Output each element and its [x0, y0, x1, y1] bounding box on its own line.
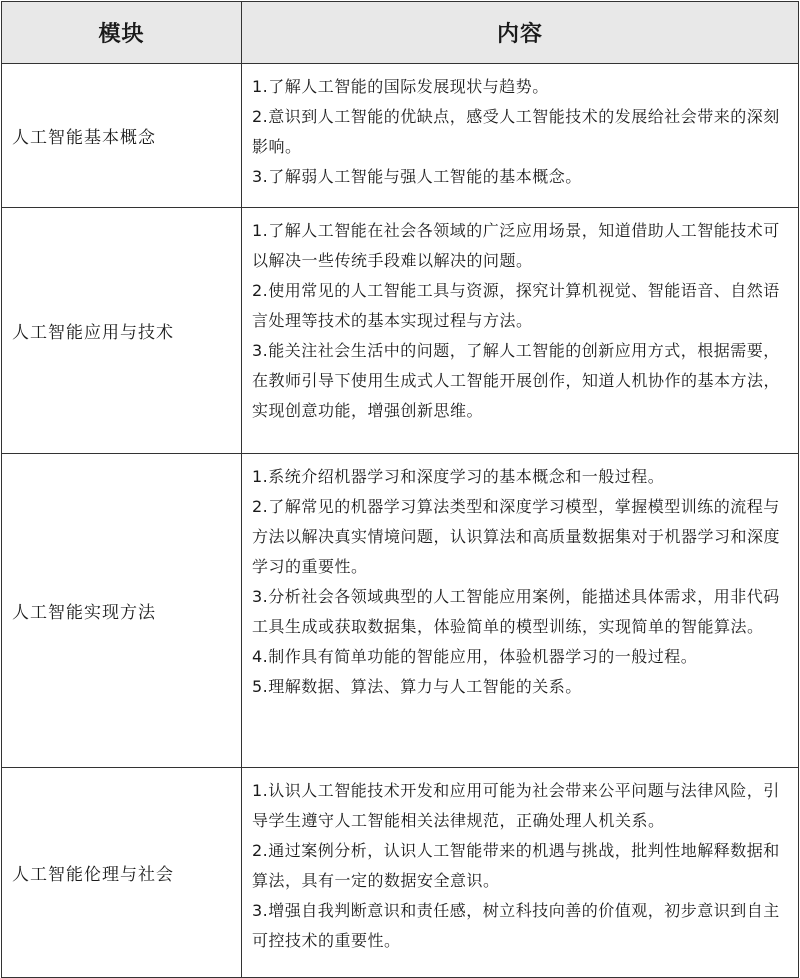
- content-item: 5.理解数据、算法、算力与人工智能的关系。: [252, 677, 582, 696]
- content-item: 3.增强自我判断意识和责任感，树立科技向善的价值观，初步意识到自主可控技术的重要性。: [252, 901, 780, 950]
- header-module: 模块: [2, 2, 242, 64]
- module-cell: 人工智能基本概念: [2, 64, 242, 208]
- content-item: 1.了解人工智能在社会各领域的广泛应用场景，知道借助人工智能技术可以解决一些传统手段难以解决的问题。: [252, 221, 780, 270]
- content-cell: [242, 768, 799, 978]
- table-row: [2, 454, 799, 768]
- content-item: 2.意识到人工智能的优缺点，感受人工智能技术的发展给社会带来的深刻影响。: [252, 107, 780, 156]
- content-item: 3.了解弱人工智能与强人工智能的基本概念。: [252, 167, 582, 186]
- header-content: 内容: [242, 2, 799, 64]
- header-row: [2, 2, 799, 64]
- content-item: 4.制作具有简单功能的智能应用，体验机器学习的一般过程。: [252, 647, 698, 666]
- content-cell: [242, 454, 799, 768]
- content-item: 2.使用常见的人工智能工具与资源，探究计算机视觉、智能语音、自然语言处理等技术的基本实现过程与方法。: [252, 281, 780, 330]
- table-row: [2, 208, 799, 454]
- content-item: 1.了解人工智能的国际发展现状与趋势。: [252, 77, 549, 96]
- table-row: [2, 768, 799, 978]
- content-item: 1.系统介绍机器学习和深度学习的基本概念和一般过程。: [252, 467, 665, 486]
- content-item: 1.认识人工智能技术开发和应用可能为社会带来公平问题与法律风险，引导学生遵守人工智能相关法律规范，正确处理人机关系。: [252, 781, 780, 830]
- table-row: [2, 64, 799, 208]
- curriculum-table: [1, 1, 799, 978]
- module-cell: 人工智能伦理与社会: [2, 768, 242, 978]
- content-item: 2.了解常见的机器学习算法类型和深度学习模型，掌握模型训练的流程与方法以解决真实情境问题，认识算法和高质量数据集对于机器学习和深度学习的重要性。: [252, 497, 781, 576]
- content-item: 3.能关注社会生活中的问题，了解人工智能的创新应用方式，根据需要，在教师引导下使用生成式人工智能开展创作，知道人机协作的基本方法，实现创意功能，增强创新思维。: [252, 341, 781, 420]
- content-item: 3.分析社会各领域典型的人工智能应用案例，能描述具体需求，用非代码工具生成或获取数据集，体验简单的模型训练，实现简单的智能算法。: [252, 587, 780, 636]
- content-item: 2.通过案例分析，认识人工智能带来的机遇与挑战，批判性地解释数据和算法，具有一定的数据安全意识。: [252, 841, 780, 890]
- content-cell: [242, 208, 799, 454]
- content-cell: [242, 64, 799, 208]
- module-cell: 人工智能应用与技术: [2, 208, 242, 454]
- module-cell: 人工智能实现方法: [2, 454, 242, 768]
